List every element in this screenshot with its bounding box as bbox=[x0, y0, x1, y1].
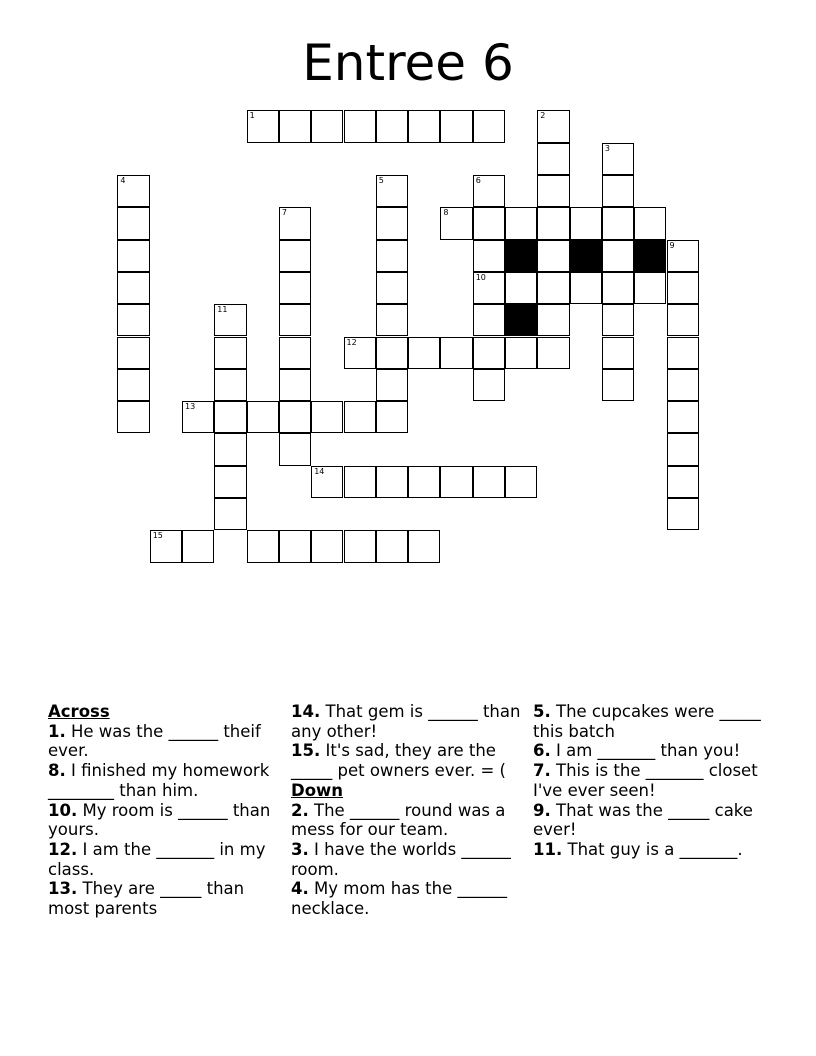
grid-cell[interactable] bbox=[667, 433, 699, 465]
grid-cell[interactable] bbox=[344, 466, 376, 498]
black-square bbox=[634, 240, 666, 272]
grid-cell[interactable] bbox=[473, 337, 505, 369]
clue-item bbox=[533, 840, 765, 860]
clue-item bbox=[48, 801, 280, 840]
grid-cell[interactable] bbox=[344, 530, 376, 562]
grid-cell[interactable] bbox=[667, 337, 699, 369]
clue-item bbox=[291, 879, 523, 918]
grid-cell[interactable] bbox=[247, 530, 279, 562]
grid-cell[interactable] bbox=[311, 530, 343, 562]
clue-text: This is the _______ closet I've ever seen! bbox=[533, 761, 758, 800]
clue-number-label: 1. bbox=[48, 721, 66, 741]
clue-item bbox=[533, 741, 765, 761]
grid-cell[interactable] bbox=[602, 304, 634, 336]
grid-cell[interactable] bbox=[279, 110, 311, 142]
grid-cell[interactable] bbox=[279, 401, 311, 433]
clue-number-label: 5. bbox=[533, 702, 551, 721]
grid-cell[interactable] bbox=[117, 272, 149, 304]
grid-cell[interactable] bbox=[376, 110, 408, 142]
grid-cell[interactable] bbox=[376, 304, 408, 336]
clue-text: I am _______ than you! bbox=[556, 741, 741, 761]
grid-cell[interactable] bbox=[117, 304, 149, 336]
grid-cell[interactable] bbox=[505, 272, 537, 304]
clue-number: 5 bbox=[378, 176, 384, 185]
clue-item bbox=[533, 801, 765, 840]
grid-cell[interactable] bbox=[214, 433, 246, 465]
grid-cell[interactable] bbox=[537, 240, 569, 272]
grid-cell[interactable] bbox=[537, 143, 569, 175]
grid-cell[interactable] bbox=[117, 240, 149, 272]
clue-text: The cupcakes were _____ this batch bbox=[533, 702, 761, 741]
clue-item bbox=[291, 741, 523, 780]
grid-cell[interactable] bbox=[537, 175, 569, 207]
clue-number-label: 9. bbox=[533, 800, 551, 820]
down-heading: Down bbox=[291, 780, 344, 800]
clue-text: I finished my homework ________ than him. bbox=[48, 761, 270, 800]
grid-cell[interactable] bbox=[634, 207, 666, 239]
clue-text: I am the _______ in my class. bbox=[48, 839, 266, 879]
clue-item bbox=[48, 879, 280, 918]
clue-text: They are _____ than most parents bbox=[48, 879, 245, 919]
grid-cell[interactable] bbox=[634, 272, 666, 304]
grid-cell[interactable] bbox=[279, 304, 311, 336]
clue-text: It's sad, they are the _____ pet owners ever. = ( bbox=[291, 741, 506, 781]
grid-cell[interactable] bbox=[311, 401, 343, 433]
grid-cell[interactable] bbox=[602, 272, 634, 304]
black-square bbox=[570, 240, 602, 272]
grid-cell[interactable] bbox=[117, 401, 149, 433]
grid-cell[interactable] bbox=[279, 272, 311, 304]
grid-cell[interactable] bbox=[408, 337, 440, 369]
grid-cell[interactable] bbox=[473, 272, 505, 304]
grid-cell[interactable] bbox=[667, 304, 699, 336]
grid-cell[interactable] bbox=[473, 110, 505, 142]
grid-cell[interactable] bbox=[570, 207, 602, 239]
clue-number: 6 bbox=[475, 176, 481, 185]
clues-column-2 bbox=[291, 702, 523, 919]
grid-cell[interactable] bbox=[473, 175, 505, 207]
grid-cell[interactable] bbox=[602, 175, 634, 207]
grid-cell[interactable] bbox=[376, 401, 408, 433]
clue-number: 8 bbox=[443, 208, 449, 218]
clues-column-3 bbox=[533, 702, 765, 860]
grid-cell[interactable] bbox=[408, 110, 440, 142]
grid-cell[interactable] bbox=[182, 530, 214, 562]
grid-cell[interactable] bbox=[537, 337, 569, 369]
grid-cell[interactable] bbox=[473, 466, 505, 498]
clue-number-label: 14. bbox=[291, 702, 321, 721]
grid-cell[interactable] bbox=[214, 498, 246, 530]
grid-cell[interactable] bbox=[311, 110, 343, 142]
grid-cell[interactable] bbox=[537, 304, 569, 336]
grid-cell[interactable] bbox=[214, 466, 246, 498]
grid-cell[interactable] bbox=[117, 207, 149, 239]
clue-number: 15 bbox=[152, 531, 163, 541]
clue-text: My mom has the ______ necklace. bbox=[291, 879, 507, 919]
grid-cell[interactable] bbox=[214, 401, 246, 433]
grid-cell[interactable] bbox=[667, 272, 699, 304]
clue-number-label: 15. bbox=[291, 741, 321, 761]
grid-cell[interactable] bbox=[440, 337, 472, 369]
grid-cell[interactable] bbox=[279, 369, 311, 401]
grid-cell[interactable] bbox=[279, 337, 311, 369]
grid-cell[interactable] bbox=[376, 466, 408, 498]
clue-text: He was the ______ theif ever. bbox=[48, 721, 261, 761]
clue-text: That gem is ______ than any other! bbox=[291, 702, 521, 741]
clue-item bbox=[533, 702, 765, 741]
grid-cell[interactable] bbox=[344, 110, 376, 142]
grid-cell[interactable] bbox=[376, 337, 408, 369]
grid-cell[interactable] bbox=[376, 240, 408, 272]
grid-cell[interactable] bbox=[667, 401, 699, 433]
grid-cell[interactable] bbox=[247, 401, 279, 433]
clue-number: 13 bbox=[185, 402, 196, 412]
clue-number: 3 bbox=[604, 143, 610, 153]
grid-cell[interactable] bbox=[667, 369, 699, 401]
grid-cell[interactable] bbox=[440, 466, 472, 498]
grid-cell[interactable] bbox=[537, 207, 569, 239]
clue-number: 11 bbox=[217, 305, 228, 315]
grid-cell[interactable] bbox=[279, 207, 311, 239]
clues-column-1 bbox=[48, 702, 280, 919]
grid-cell[interactable] bbox=[440, 207, 472, 239]
clue-number-label: 6. bbox=[533, 741, 551, 761]
grid-cell[interactable] bbox=[214, 304, 246, 336]
grid-cell[interactable] bbox=[376, 369, 408, 401]
grid-cell[interactable] bbox=[570, 272, 602, 304]
grid-cell[interactable] bbox=[247, 110, 279, 142]
grid-cell[interactable] bbox=[505, 337, 537, 369]
grid-cell[interactable] bbox=[344, 337, 376, 369]
grid-cell[interactable] bbox=[505, 466, 537, 498]
clue-number-label: 7. bbox=[533, 761, 551, 781]
clue-item bbox=[291, 702, 523, 741]
clue-item bbox=[48, 840, 280, 879]
grid-cell[interactable] bbox=[376, 175, 408, 207]
clue-number-label: 4. bbox=[291, 879, 309, 899]
clue-number-label: 11. bbox=[533, 839, 563, 859]
across-heading: Across bbox=[48, 702, 110, 721]
grid-cell[interactable] bbox=[117, 337, 149, 369]
grid-cell[interactable] bbox=[537, 110, 569, 142]
clue-number-label: 10. bbox=[48, 800, 78, 820]
grid-cell[interactable] bbox=[473, 240, 505, 272]
clue-text: That was the _____ cake ever! bbox=[533, 800, 753, 840]
clue-number: 1 bbox=[249, 111, 255, 121]
grid-cell[interactable] bbox=[473, 369, 505, 401]
clue-number-label: 12. bbox=[48, 839, 78, 859]
grid-cell[interactable] bbox=[473, 304, 505, 336]
grid-cell[interactable] bbox=[311, 466, 343, 498]
clue-number-label: 2. bbox=[291, 800, 309, 820]
grid-cell[interactable] bbox=[602, 143, 634, 175]
grid-cell[interactable] bbox=[376, 207, 408, 239]
grid-cell[interactable] bbox=[602, 369, 634, 401]
grid-cell[interactable] bbox=[214, 369, 246, 401]
clue-number: 2 bbox=[540, 111, 546, 121]
clue-item bbox=[48, 722, 280, 761]
grid-cell[interactable] bbox=[505, 207, 537, 239]
grid-cell[interactable] bbox=[667, 466, 699, 498]
clue-item bbox=[533, 761, 765, 800]
clue-number-label: 3. bbox=[291, 839, 309, 859]
grid-cell[interactable] bbox=[376, 530, 408, 562]
clue-text: The ______ round was a mess for our team. bbox=[291, 800, 506, 840]
clue-number: 14 bbox=[314, 466, 325, 476]
clue-number-label: 13. bbox=[48, 879, 78, 899]
black-square bbox=[505, 240, 537, 272]
grid-cell[interactable] bbox=[537, 272, 569, 304]
clue-text: My room is ______ than yours. bbox=[48, 800, 271, 840]
clue-number: 10 bbox=[475, 272, 486, 282]
grid-cell[interactable] bbox=[279, 433, 311, 465]
grid-cell[interactable] bbox=[376, 272, 408, 304]
grid-cell[interactable] bbox=[602, 337, 634, 369]
clue-text: I have the worlds ______ room. bbox=[291, 839, 511, 879]
grid-cell[interactable] bbox=[473, 207, 505, 239]
grid-cell[interactable] bbox=[602, 207, 634, 239]
grid-cell[interactable] bbox=[150, 530, 182, 562]
grid-cell[interactable] bbox=[440, 110, 472, 142]
puzzle-title: Entree 6 bbox=[302, 34, 514, 92]
clue-number: 4 bbox=[120, 176, 126, 185]
clue-number-label: 8. bbox=[48, 761, 66, 781]
clue-number: 7 bbox=[281, 208, 287, 218]
grid-cell[interactable] bbox=[344, 401, 376, 433]
clue-number: 9 bbox=[669, 240, 675, 250]
grid-cell[interactable] bbox=[182, 401, 214, 433]
clue-number: 12 bbox=[346, 337, 357, 347]
clue-item bbox=[291, 801, 523, 840]
grid-cell[interactable] bbox=[117, 175, 149, 207]
grid-cell[interactable] bbox=[667, 240, 699, 272]
black-square bbox=[505, 304, 537, 336]
clue-item bbox=[48, 761, 280, 800]
clue-item bbox=[291, 840, 523, 879]
grid-cell[interactable] bbox=[214, 337, 246, 369]
grid-cell[interactable] bbox=[279, 530, 311, 562]
grid-cell[interactable] bbox=[408, 466, 440, 498]
clue-text: That guy is a _______. bbox=[567, 839, 743, 859]
grid-cell[interactable] bbox=[602, 240, 634, 272]
grid-cell[interactable] bbox=[667, 498, 699, 530]
grid-cell[interactable] bbox=[408, 530, 440, 562]
grid-cell[interactable] bbox=[117, 369, 149, 401]
grid-cell[interactable] bbox=[279, 240, 311, 272]
